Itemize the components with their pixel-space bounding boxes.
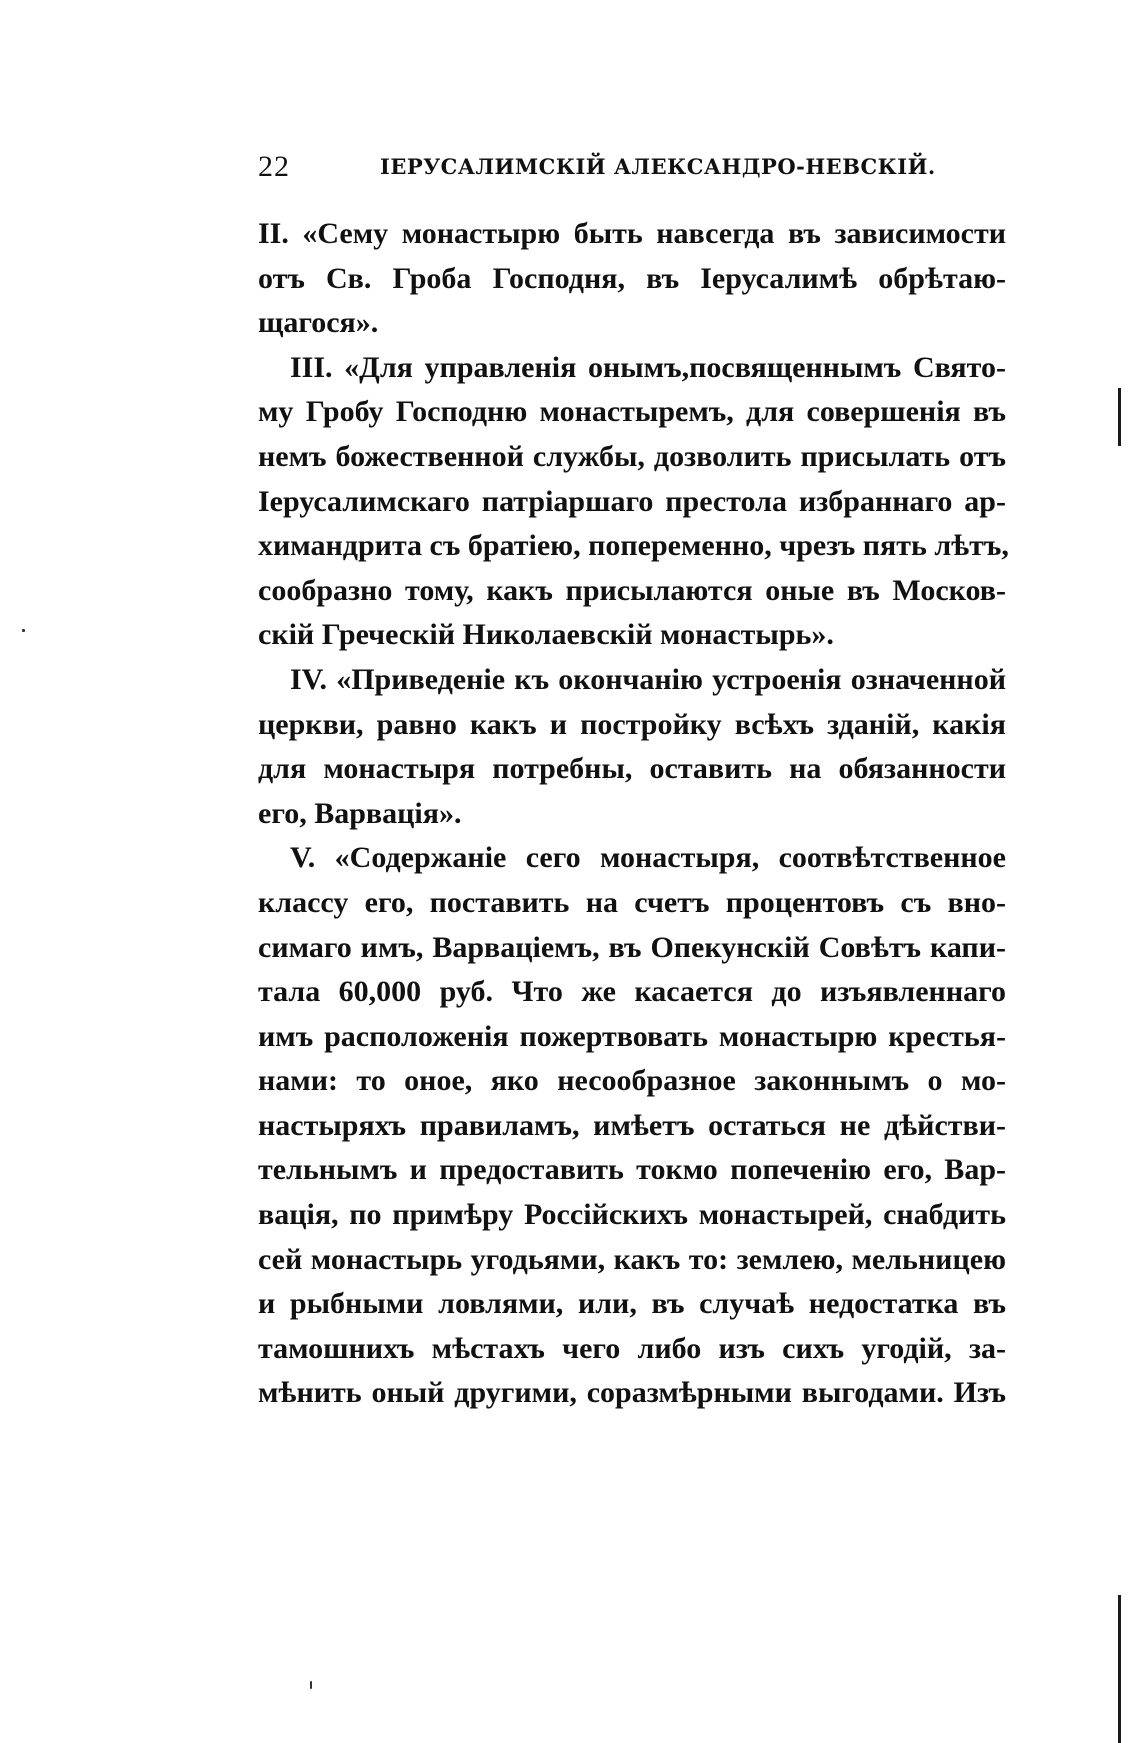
- text-line: настыряхъ правиламъ, имѣетъ остаться не дѣйстви-: [258, 1108, 1006, 1142]
- text-line: химандрита съ братіею, попеременно, чрезъ пять лѣтъ,: [258, 529, 1009, 563]
- text-line: тамошнихъ мѣстахъ чего либо изъ сихъ угодій, за-: [258, 1331, 1006, 1365]
- text-line: вація, по примѣру Россійскихъ монастырей, снабдить: [258, 1198, 1006, 1232]
- text-line: III. «Для управленія онымъ,посвященнымъ Свято-: [290, 350, 1006, 384]
- text-line: отъ Св. Гроба Господня, въ Іерусалимѣ обрѣтаю-: [258, 261, 1006, 295]
- text-line: Іерусалимскаго патріаршаго престола избраннаго ар-: [258, 484, 1006, 518]
- text-line: II. «Сему монастырю быть навсегда въ зависимости: [258, 217, 1006, 250]
- text-line: симаго имъ, Варваціемъ, въ Опекунскій Совѣтъ капи-: [258, 930, 1006, 964]
- page-number: 22: [258, 150, 290, 183]
- text-line: V. «Содержаніе сего монастыря, соотвѣтственное: [290, 841, 1006, 875]
- page-header: [258, 150, 1018, 190]
- running-title: ІЕРУСАЛИМСКІЙ АЛЕКСАНДРО-НЕВСКІЙ.: [380, 154, 936, 179]
- scan-speck: [310, 1681, 312, 1689]
- scan-speck: [22, 629, 25, 632]
- text-line: скій Греческій Николаевскій монастырь».: [258, 618, 834, 652]
- text-line: тельнымъ и предоставить токмо попеченію его, Вар-: [258, 1153, 1006, 1187]
- text-line: имъ расположенія пожертвовать монастырю крестья-: [258, 1019, 1006, 1053]
- scan-edge-mark: [1118, 1595, 1121, 1743]
- text-line: для монастыря потребны, оставить на обязанности: [258, 752, 1006, 786]
- text-line: нами: то оное, яко несообразное законнымъ о мо-: [258, 1064, 1006, 1098]
- text-line: церкви, равно какъ и постройку всѣхъ зданій, какія: [258, 707, 1006, 741]
- text-line: щагося».: [258, 306, 379, 340]
- text-line: сообразно тому, какъ присылаются оные въ Москов-: [258, 573, 1006, 607]
- text-line: IV. «Приведеніе къ окончанію устроенія означенной: [290, 662, 1006, 696]
- body-text: [258, 212, 1009, 1416]
- text-line: его, Варвація».: [258, 796, 462, 830]
- text-line: тала 60,000 руб. Что же касается до изъявленнаго: [258, 975, 1006, 1009]
- text-line: немъ божественной службы, дозволить присылать отъ: [258, 439, 1006, 473]
- text-line: му Гробу Господню монастыремъ, для совершенія въ: [258, 395, 1006, 429]
- text-line: и рыбными ловлями, или, въ случаѣ недостатка въ: [258, 1287, 1006, 1321]
- text-line: классу его, поставить на счетъ процентовъ съ вно-: [258, 885, 1006, 919]
- text-line: мѣнить оный другими, соразмѣрными выгодами. Изъ: [258, 1376, 1006, 1410]
- scan-edge-mark: [1118, 388, 1121, 446]
- text-line: сей монастырь угодьями, какъ то: землею, мельницею: [258, 1242, 1006, 1276]
